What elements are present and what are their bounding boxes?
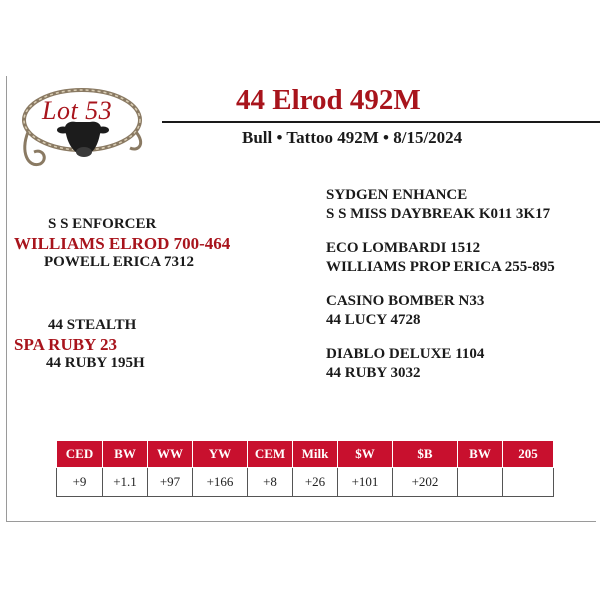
epd-value-milk: +26 [293,468,338,497]
epd-header-205: 205 [503,441,554,468]
epd-header-ced: CED [57,441,103,468]
ancestor-2: S S MISS DAYBREAK K011 3K17 [326,206,551,222]
epd-header-milk: Milk [293,441,338,468]
title-divider [162,121,600,123]
sire-granddam: POWELL ERICA 7312 [44,254,195,270]
ancestor-8: 44 RUBY 3032 [326,365,421,381]
ancestor-5: CASINO BOMBER N33 [326,293,485,309]
ancestor-6: 44 LUCY 4728 [326,312,421,328]
epd-header-bw-actual: BW [458,441,503,468]
epd-value-bw: +1.1 [103,468,148,497]
ancestor-3: ECO LOMBARDI 1512 [326,240,481,256]
epd-table [56,440,554,497]
epd-value-ced: +9 [57,468,103,497]
epd-value-bw-actual [458,468,503,497]
epd-header-w-index: $W [338,441,393,468]
page-title: 44 Elrod 492M [236,84,421,116]
epd-value-205 [503,468,554,497]
dam-granddam: 44 RUBY 195H [46,355,145,371]
epd-header-row [57,441,554,468]
sire-grandsire: S S ENFORCER [48,216,157,232]
ancestor-7: DIABLO DELUXE 1104 [326,346,485,362]
ancestor-4: WILLIAMS PROP ERICA 255-895 [326,259,555,275]
ancestor-1: SYDGEN ENHANCE [326,187,468,203]
epd-header-cem: CEM [248,441,293,468]
epd-value-row [57,468,554,497]
epd-value-w-index: +101 [338,468,393,497]
epd-value-b-index: +202 [393,468,458,497]
epd-header-b-index: $B [393,441,458,468]
epd-value-yw: +166 [193,468,248,497]
sire-name: WILLIAMS ELROD 700-464 [14,234,231,253]
lot-number: Lot 53 [42,96,113,125]
animal-details: Bull • Tattoo 492M • 8/15/2024 [242,128,463,147]
epd-value-ww: +97 [148,468,193,497]
bull-head-icon [57,122,109,157]
epd-header-ww: WW [148,441,193,468]
epd-header-yw: YW [193,441,248,468]
epd-header-bw: BW [103,441,148,468]
epd-value-cem: +8 [248,468,293,497]
dam-grandsire: 44 STEALTH [48,317,137,333]
dam-name: SPA RUBY 23 [14,335,117,354]
